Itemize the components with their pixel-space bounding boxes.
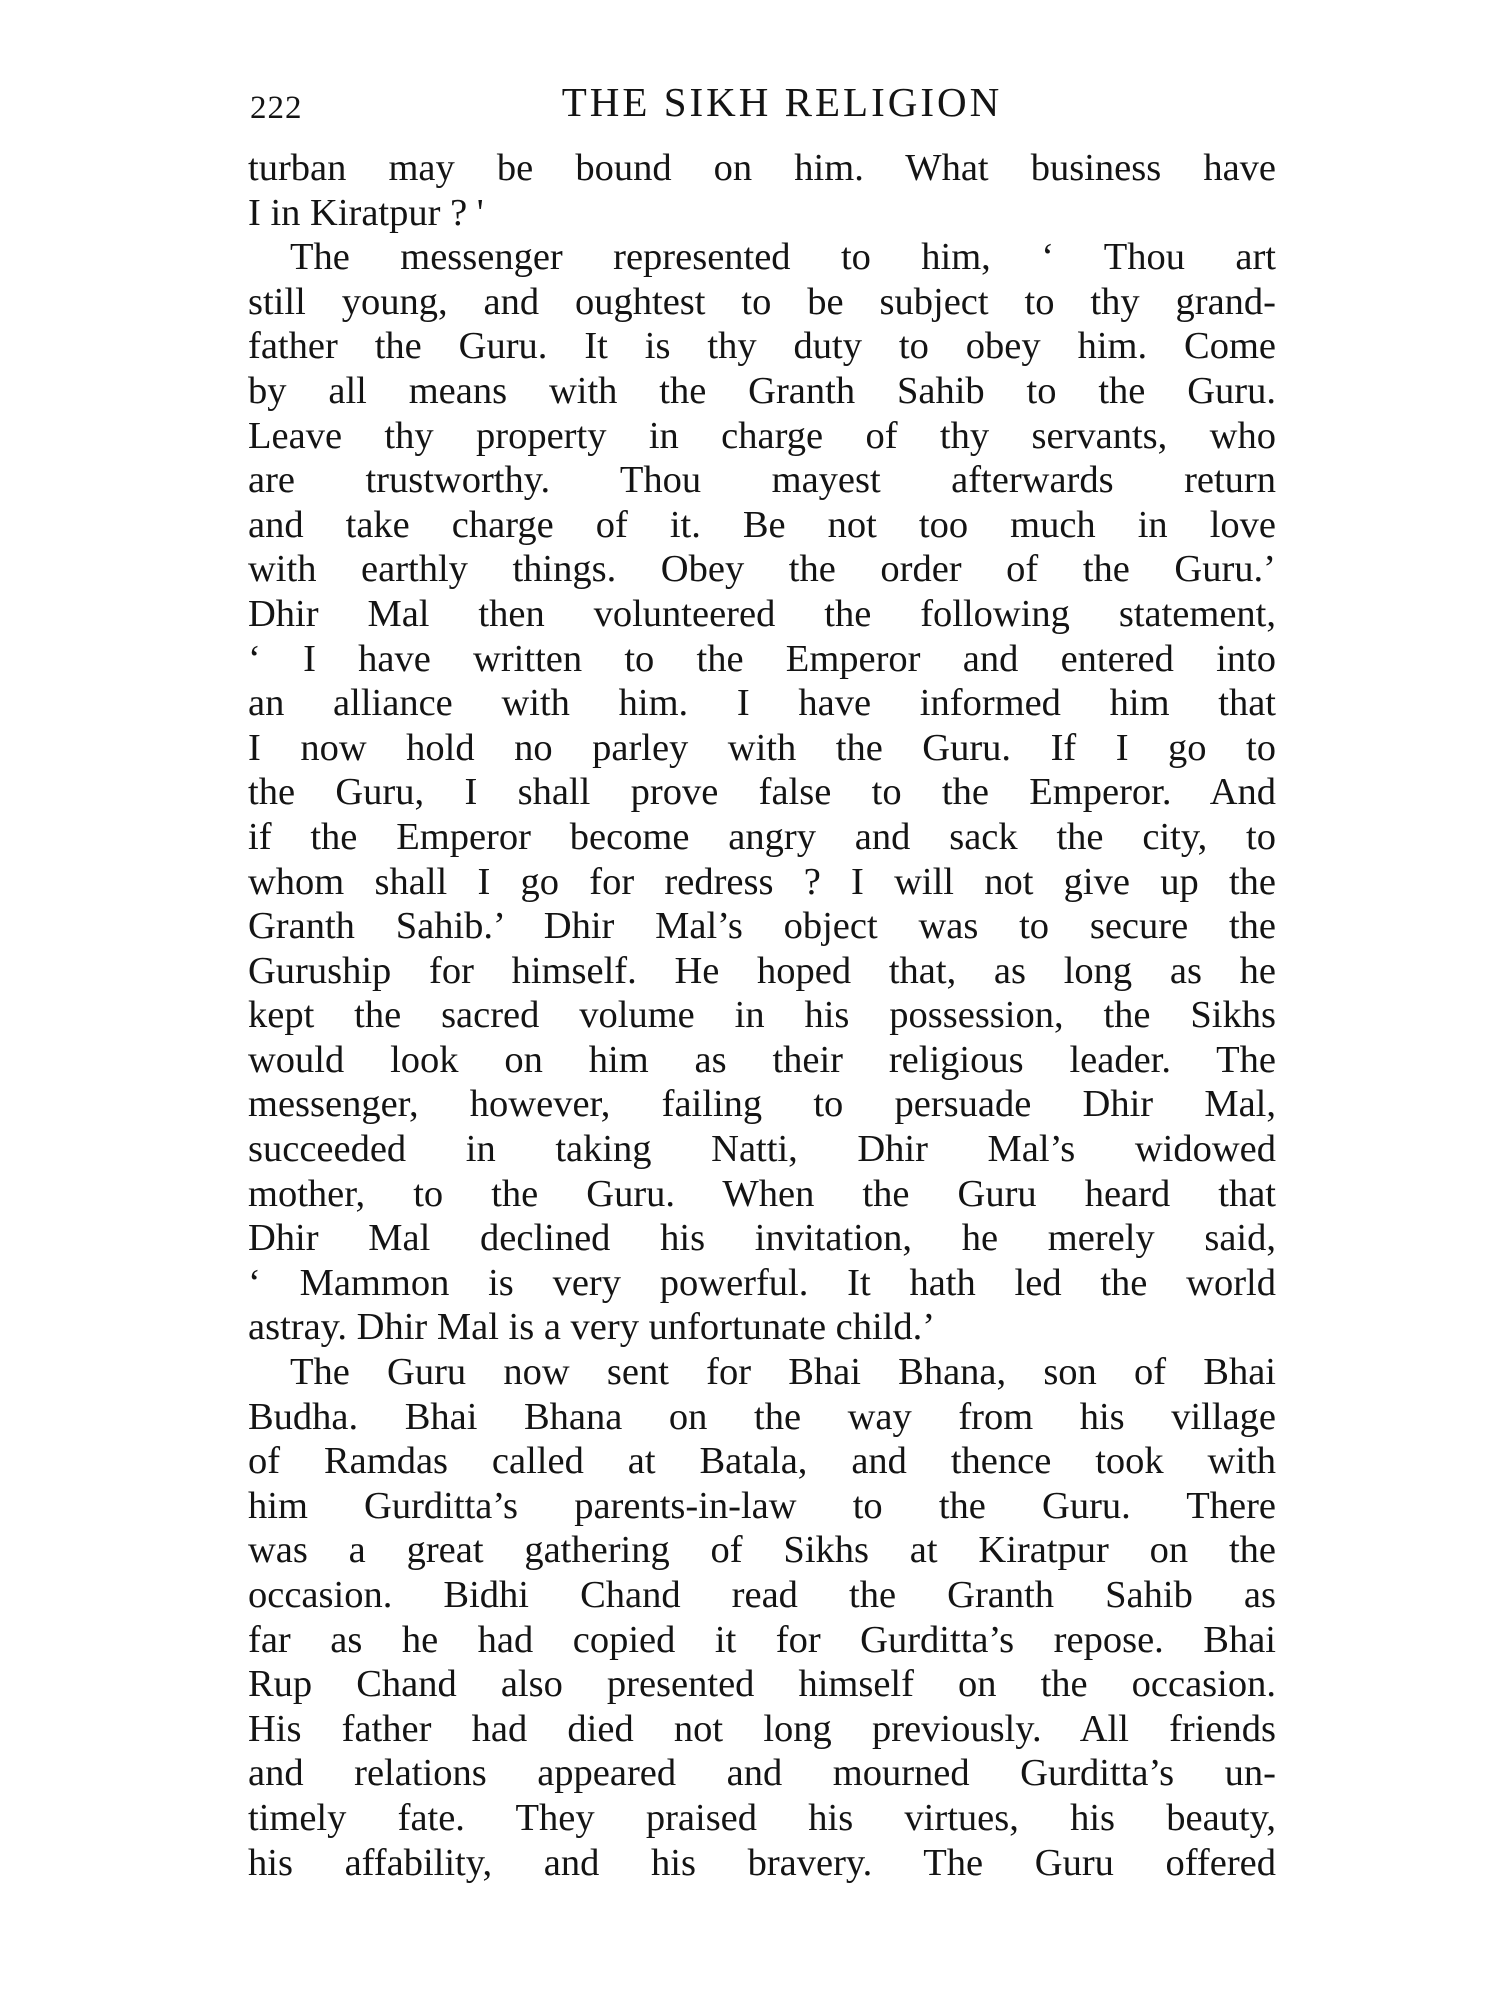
text-line: Dhir Mal then volunteered the following statement, <box>248 592 1276 635</box>
text-line: I in Kiratpur ? ' <box>248 191 484 234</box>
text-line: turban may be bound on him. What business have <box>248 147 1276 189</box>
text-line: still young, and oughtest to be subject to thy grand- <box>248 280 1276 323</box>
text-line: kept the sacred volume in his possession, the Sikhs <box>248 994 1276 1037</box>
text-line: The messenger represented to him, ‘ Thou art <box>290 236 1276 279</box>
text-line: astray. Dhir Mal is a very unfortunate child.’ <box>248 1306 936 1349</box>
text-line: an alliance with him. I have informed him that <box>248 682 1276 725</box>
text-line: occasion. Bidhi Chand read the Granth Sahib as <box>248 1574 1276 1616</box>
text-line: Dhir Mal declined his invitation, he merely said, <box>248 1217 1276 1260</box>
text-line: Rup Chand also presented himself on the occasion. <box>248 1663 1276 1706</box>
text-line: far as he had copied it for Gurditta’s repose. Bhai <box>248 1618 1276 1661</box>
text-line: him Gurditta’s parents-in-law to the Guru. There <box>248 1484 1276 1527</box>
page-number: 222 <box>250 90 303 126</box>
body-text <box>248 146 1276 1885</box>
text-line: ‘ I have written to the Emperor and entered into <box>248 637 1276 680</box>
book-page <box>248 78 1276 1885</box>
text-line: I now hold no parley with the Guru. If I go to <box>248 726 1276 769</box>
text-line: succeeded in taking Natti, Dhir Mal’s widowed <box>248 1128 1276 1171</box>
text-line: father the Guru. It is thy duty to obey him. Come <box>248 325 1276 368</box>
text-line: Budha. Bhai Bhana on the way from his village <box>248 1395 1276 1438</box>
text-line: with earthly things. Obey the order of the Guru.’ <box>248 548 1276 591</box>
text-line: His father had died not long previously. All friends <box>248 1707 1276 1750</box>
text-line: are trustworthy. Thou mayest afterwards return <box>248 459 1276 502</box>
text-line: mother, to the Guru. When the Guru heard that <box>248 1172 1276 1215</box>
text-line: would look on him as their religious leader. The <box>248 1038 1276 1081</box>
text-line: and relations appeared and mourned Gurditta’s un- <box>248 1752 1276 1795</box>
text-line: of Ramdas called at Batala, and thence took with <box>248 1440 1276 1483</box>
text-line: ‘ Mammon is very powerful. It hath led the world <box>248 1261 1276 1304</box>
text-line: whom shall I go for redress ? I will not give up the <box>248 860 1276 903</box>
text-line: timely fate. They praised his virtues, his beauty, <box>248 1796 1276 1839</box>
text-line: the Guru, I shall prove false to the Emperor. And <box>248 771 1276 814</box>
text-line: The Guru now sent for Bhai Bhana, son of Bhai <box>290 1351 1276 1394</box>
text-line: by all means with the Granth Sahib to the Guru. <box>248 369 1276 412</box>
text-line: was a great gathering of Sikhs at Kiratpur on the <box>248 1529 1276 1572</box>
text-line: Guruship for himself. He hoped that, as long as he <box>248 949 1276 992</box>
text-line: and take charge of it. Be not too much in love <box>248 503 1276 546</box>
text-line: messenger, however, failing to persuade Dhir Mal, <box>248 1083 1276 1126</box>
text-line: Leave thy property in charge of thy servants, who <box>248 414 1276 457</box>
text-line: if the Emperor become angry and sack the city, to <box>248 815 1276 858</box>
text-line: Granth Sahib.’ Dhir Mal’s object was to secure the <box>248 905 1276 948</box>
running-title: THE SIKH RELIGION <box>561 79 1003 125</box>
page-header <box>248 78 1276 134</box>
text-line: his affability, and his bravery. The Guru offered <box>248 1841 1276 1884</box>
